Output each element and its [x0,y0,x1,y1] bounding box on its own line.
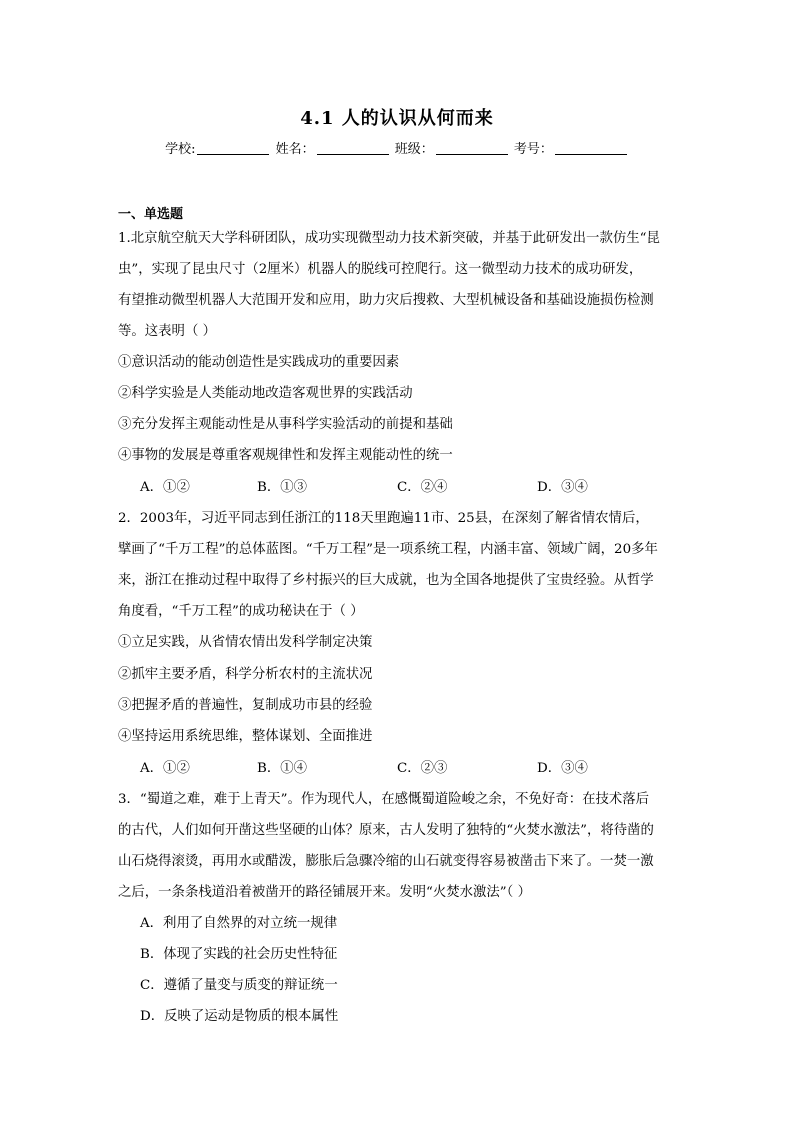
question-1-stem-line: 1.北京航空航天大学科研团队，成功实现微型动力技术新突破，并基于此研发出一款仿生“昆 [118,231,660,246]
question-1-option-d[interactable]: D．③④ [537,480,588,495]
question-3-option-d[interactable]: D．反映了运动是物质的根本属性 [140,1009,339,1024]
exam-number-label: 考号： [513,142,553,157]
question-1-statement: ①意识活动的能动创造性是实践成功的重要因素 [118,355,400,370]
name-blank[interactable] [317,141,389,155]
question-2-stem-line: 2．2003年，习近平同志到任浙江的118天里跑遍11市、25县，在深刻了解省情农情后， [118,511,649,526]
question-1-statement: ②科学实验是人类能动地改造客观世界的实践活动 [118,386,413,401]
question-3-option-b[interactable]: B．体现了实践的社会历史性特征 [140,947,338,962]
question-2-option-d[interactable]: D．③④ [537,761,588,776]
name-label: 姓名： [275,142,315,157]
question-2-option-a[interactable]: A．①② [140,761,190,776]
exam-number-blank[interactable] [555,141,627,155]
section-title: 一、单选题 [118,207,184,222]
school-label: 学校: [165,142,196,157]
question-1-option-c[interactable]: C．②④ [397,480,448,495]
question-3-stem-line: 山石烧得滚烫，再用水或醋泼，膨胀后急骤冷缩的山石就变得容易被凿击下来了。一焚一激 [118,854,654,869]
question-1-stem-line: 有望推动微型机器人大范围开发和应用，助力灾后搜救、大型机械设备和基础设施损伤检测 [118,293,654,308]
question-1-statement: ③充分发挥主观能动性是从事科学实验活动的前提和基础 [118,417,453,432]
page-title: 4.1 人的认识从何而来 [300,108,494,129]
class-blank[interactable] [436,141,508,155]
question-3-stem-line: 的古代，人们如何开凿这些坚硬的山体？原来，古人发明了独特的“火焚水激法”，将待凿的 [118,823,654,838]
question-2-statement: ③把握矛盾的普遍性，复制成功市县的经验 [118,698,373,713]
question-3-stem-line: 之后，一条条栈道沿着被凿开的路径铺展开来。发明“火焚水激法”（ ） [118,885,531,900]
question-2-stem-line: 擘画了“千万工程”的总体蓝图。“千万工程”是一项系统工程，内涵丰富、领域广阔，20多年 [118,542,658,557]
student-info-line [0,138,794,157]
question-3-option-c[interactable]: C．遵循了量变与质变的辩证统一 [140,978,338,993]
question-1-stem-line: 虫”，实现了昆虫尺寸（2厘米）机器人的脱线可控爬行。这一微型动力技术的成功研发， [118,262,643,277]
question-1-stem-line: 等。这表明（ ） [118,324,216,339]
question-2-stem-line: 来，浙江在推动过程中取得了乡村振兴的巨大成就，也为全国各地提供了宝贵经验。从哲学 [118,573,654,588]
question-2-stem-line: 角度看，“千万工程”的成功秘诀在于（ ） [118,604,364,619]
question-2-statement: ②抓牢主要矛盾，科学分析农村的主流状况 [118,667,373,682]
question-3-option-a[interactable]: A．利用了自然界的对立统一规律 [140,916,338,931]
question-2-option-b[interactable]: B．①④ [257,761,308,776]
question-1-option-b[interactable]: B．①③ [257,480,308,495]
question-3-stem-line: 3．“蜀道之难，难于上青天”。作为现代人，在感慨蜀道险峻之余，不免好奇：在技术落后 [118,792,650,807]
question-2-option-c[interactable]: C．②③ [397,761,448,776]
question-2-statement: ①立足实践，从省情农情出发科学制定决策 [118,635,373,650]
question-2-statement: ④坚持运用系统思维，整体谋划、全面推进 [118,729,373,744]
class-label: 班级： [394,142,434,157]
question-1-statement: ④事物的发展是尊重客观规律性和发挥主观能动性的统一 [118,448,453,463]
question-1-option-a[interactable]: A．①② [140,480,190,495]
school-blank[interactable] [197,141,269,155]
